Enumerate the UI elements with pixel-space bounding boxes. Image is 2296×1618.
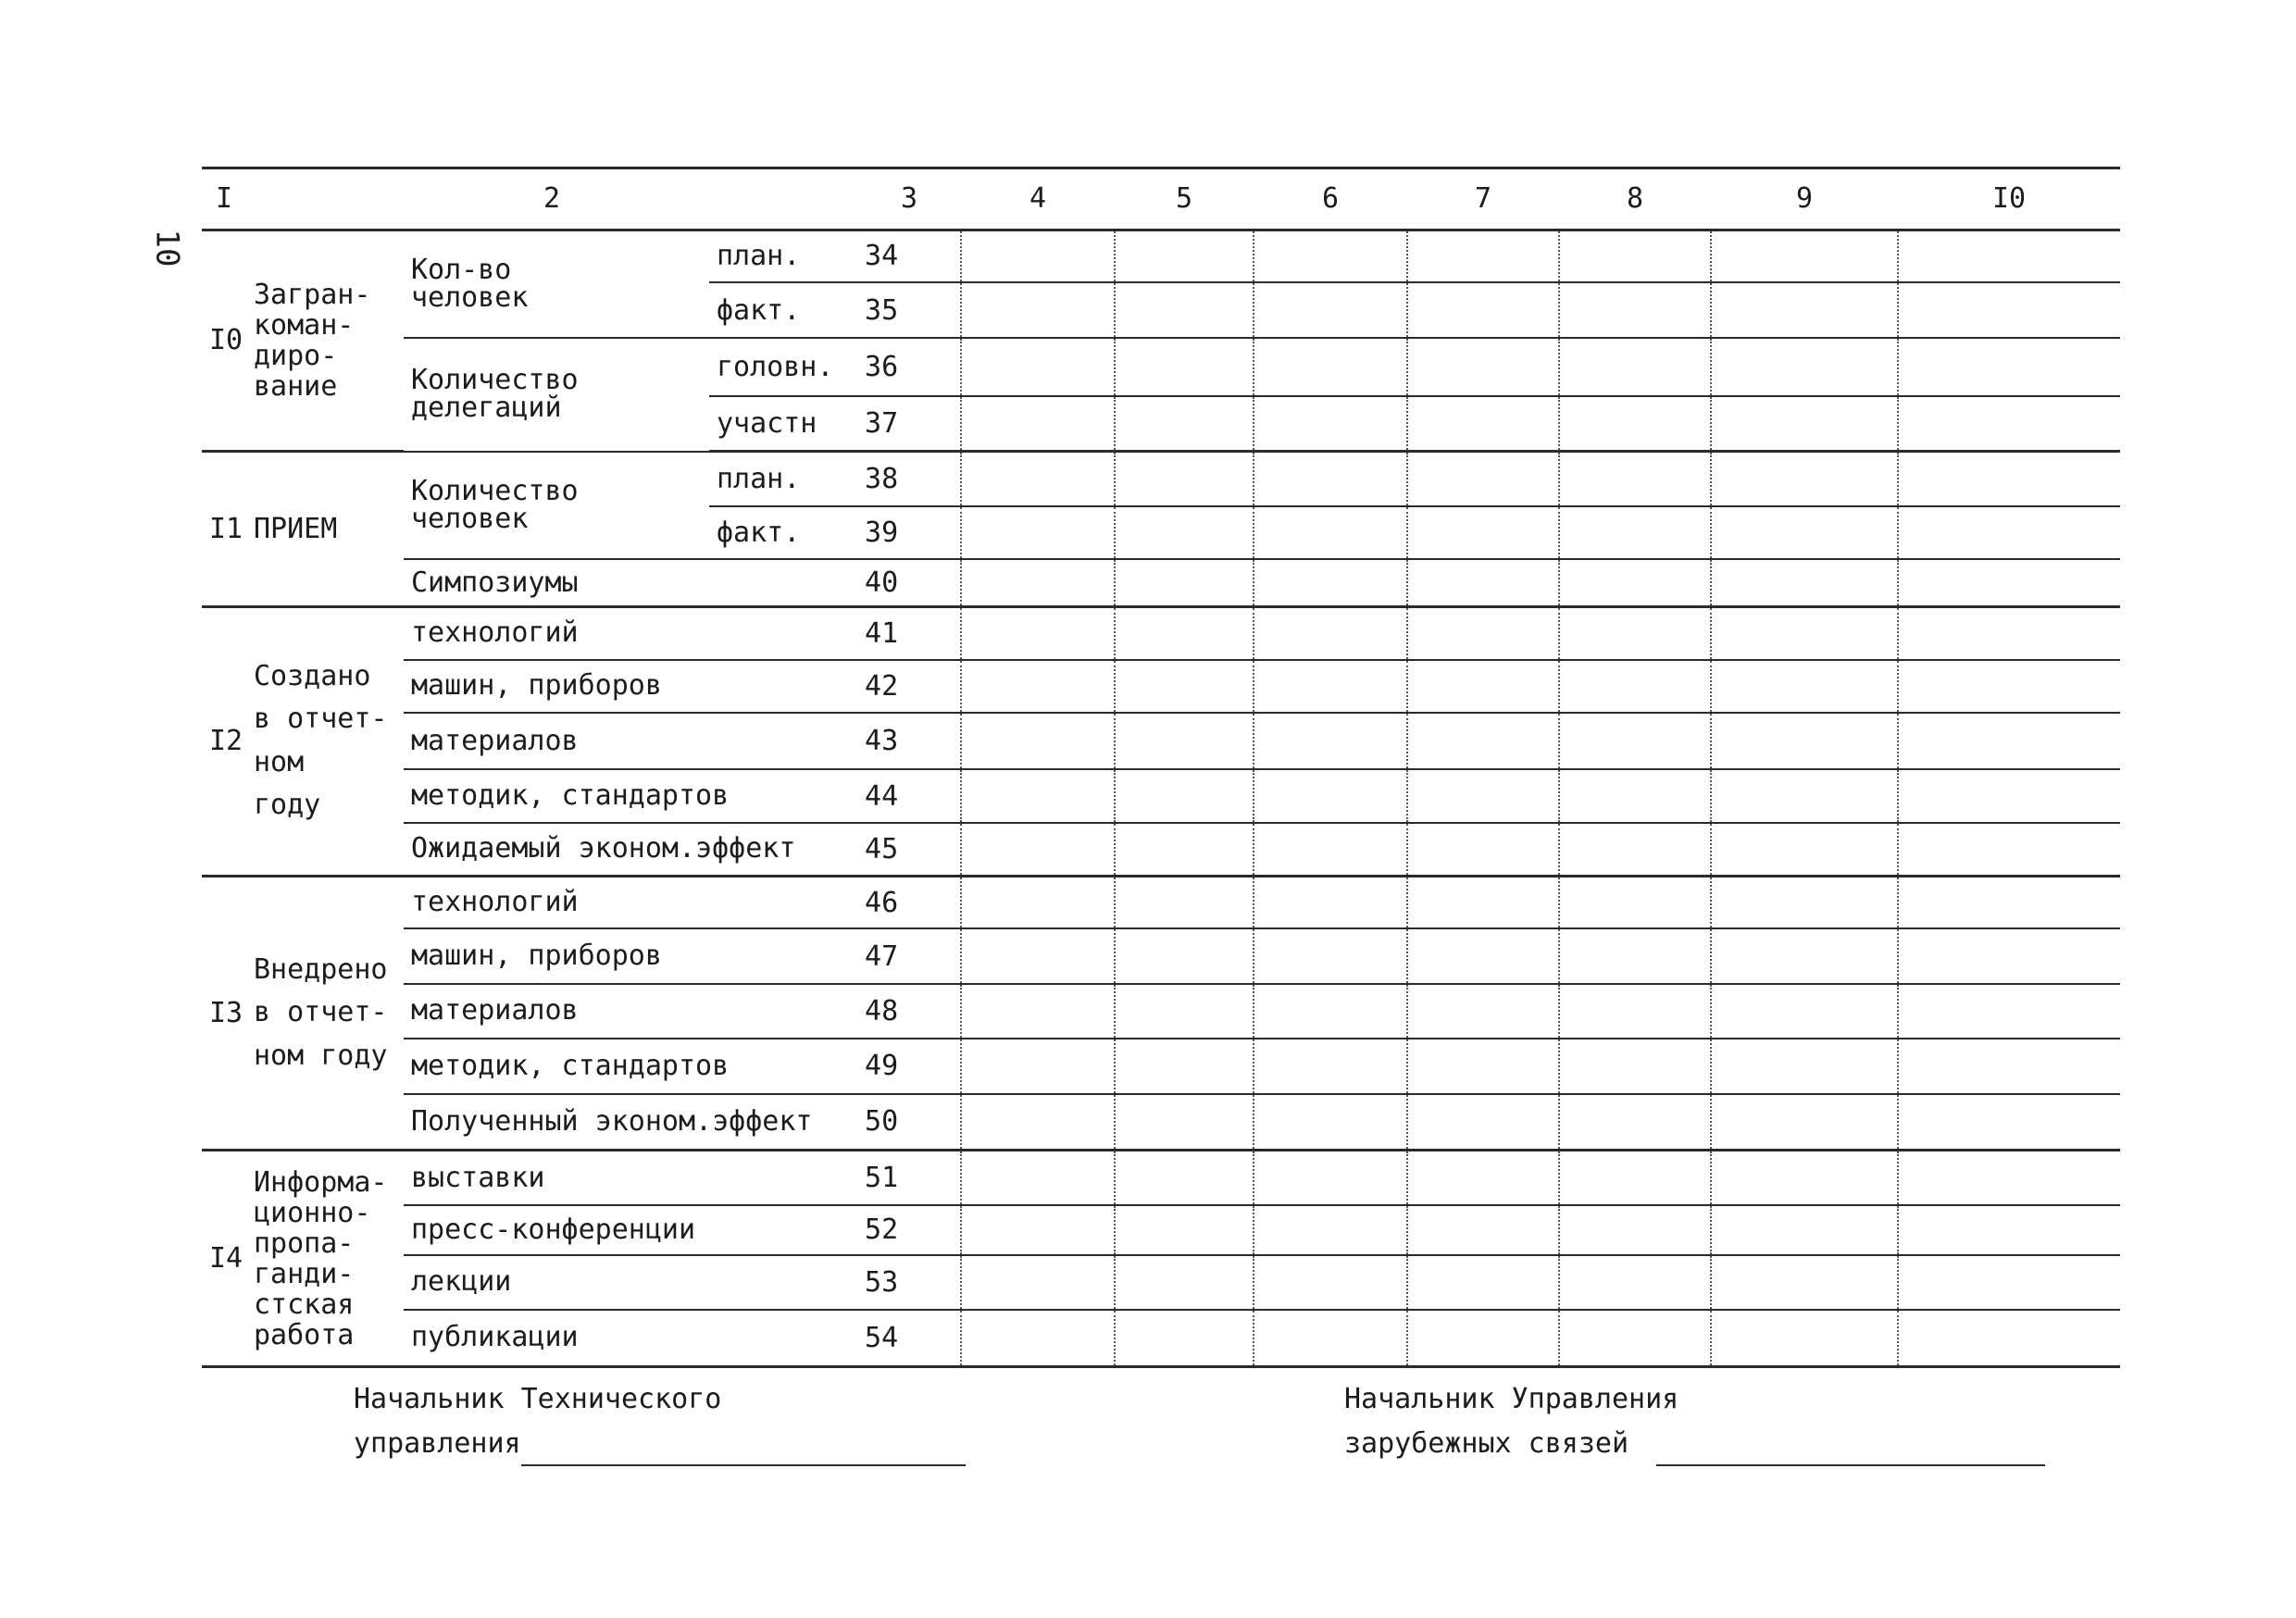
value-cell[interactable]: [1898, 1310, 2120, 1367]
value-cell[interactable]: [1559, 713, 1711, 769]
value-cell[interactable]: [1711, 1255, 1898, 1310]
value-cell[interactable]: [1898, 338, 2120, 396]
value-cell[interactable]: [961, 338, 1115, 396]
metric-label: Кол-во человек: [404, 230, 709, 338]
value-cell[interactable]: [1711, 230, 1898, 282]
section-title: Информа- ционно- пропа- ганди- стская работа: [246, 1151, 404, 1367]
signature-title: Начальник Управления: [1344, 1383, 1679, 1415]
line-code: 35: [857, 282, 961, 337]
value-cell[interactable]: [1711, 928, 1898, 983]
value-cell[interactable]: [1254, 769, 1407, 822]
value-cell[interactable]: [1115, 769, 1254, 822]
value-cell[interactable]: [1254, 928, 1407, 983]
value-cell[interactable]: [1559, 396, 1711, 451]
section-number: I2: [202, 606, 246, 876]
value-cell[interactable]: [1898, 230, 2120, 282]
table-row: [202, 452, 2120, 506]
section-title: Внедрено в отчет- ном году: [246, 876, 404, 1151]
value-cell[interactable]: [1254, 876, 1407, 928]
sub-label: план.: [709, 230, 857, 282]
table-row: [202, 984, 2120, 1039]
value-cell[interactable]: [1559, 1310, 1711, 1367]
value-cell[interactable]: [1254, 1094, 1407, 1151]
value-cell[interactable]: [1407, 396, 1559, 451]
column-header: 8: [1559, 168, 1711, 230]
value-cell[interactable]: [1407, 660, 1559, 713]
metric-label: Количество человек: [404, 452, 709, 560]
value-cell[interactable]: [1898, 1255, 2120, 1310]
line-code: 48: [857, 984, 961, 1039]
section-title: ПРИЕМ: [246, 452, 404, 607]
value-cell[interactable]: [1711, 823, 1898, 876]
value-cell[interactable]: [1898, 1205, 2120, 1254]
value-cell[interactable]: [1254, 282, 1407, 337]
value-cell[interactable]: [1559, 984, 1711, 1039]
value-cell[interactable]: [1254, 1205, 1407, 1254]
value-cell[interactable]: [1254, 559, 1407, 606]
signature-foreign-relations: [1344, 1377, 2045, 1466]
value-cell[interactable]: [1711, 338, 1898, 396]
table-row: [202, 1151, 2120, 1205]
value-cell[interactable]: [1559, 282, 1711, 337]
table-row: [202, 338, 2120, 396]
value-cell[interactable]: [1559, 823, 1711, 876]
value-cell[interactable]: [1898, 876, 2120, 928]
line-code: 38: [857, 452, 961, 506]
section-number: I1: [202, 452, 246, 607]
signature-line[interactable]: [1656, 1433, 2045, 1466]
value-cell[interactable]: [1898, 660, 2120, 713]
table-row: [202, 713, 2120, 769]
value-cell[interactable]: [1407, 1310, 1559, 1367]
table-row: [202, 1255, 2120, 1310]
value-cell[interactable]: [1115, 1310, 1254, 1367]
value-cell[interactable]: [1898, 282, 2120, 337]
value-cell[interactable]: [1254, 1151, 1407, 1205]
table-row: [202, 559, 2120, 606]
sub-label: план.: [709, 452, 857, 506]
line-code: 41: [857, 606, 961, 659]
value-cell[interactable]: [1254, 1039, 1407, 1093]
value-cell[interactable]: [1898, 1094, 2120, 1151]
value-cell[interactable]: [961, 823, 1115, 876]
sub-label: факт.: [709, 506, 857, 559]
metric-label: машин, приборов: [404, 928, 857, 983]
value-cell[interactable]: [1254, 396, 1407, 451]
table-row: [202, 1094, 2120, 1151]
value-cell[interactable]: [1559, 1094, 1711, 1151]
value-cell[interactable]: [1407, 1255, 1559, 1310]
metric-label: материалов: [404, 984, 857, 1039]
metric-label: технологий: [404, 606, 857, 659]
value-cell[interactable]: [1407, 823, 1559, 876]
value-cell[interactable]: [1407, 559, 1559, 606]
value-cell[interactable]: [1115, 338, 1254, 396]
value-cell[interactable]: [1115, 282, 1254, 337]
value-cell[interactable]: [1115, 506, 1254, 559]
value-cell[interactable]: [1115, 1094, 1254, 1151]
value-cell[interactable]: [1711, 1039, 1898, 1093]
line-code: 46: [857, 876, 961, 928]
value-cell[interactable]: [1407, 230, 1559, 282]
value-cell[interactable]: [961, 606, 1115, 659]
value-cell[interactable]: [1254, 660, 1407, 713]
value-cell[interactable]: [961, 559, 1115, 606]
line-code: 50: [857, 1094, 961, 1151]
page-number: 10: [148, 229, 186, 268]
value-cell[interactable]: [1254, 984, 1407, 1039]
value-cell[interactable]: [1559, 338, 1711, 396]
value-cell[interactable]: [1115, 396, 1254, 451]
metric-label: Ожидаемый эконом.эффект: [404, 823, 857, 876]
value-cell[interactable]: [1254, 506, 1407, 559]
value-cell[interactable]: [1115, 230, 1254, 282]
value-cell[interactable]: [1407, 1094, 1559, 1151]
metric-label: материалов: [404, 713, 857, 769]
table-row: [202, 876, 2120, 928]
column-header: 9: [1711, 168, 1898, 230]
line-code: 43: [857, 713, 961, 769]
metric-label: методик, стандартов: [404, 1039, 857, 1093]
value-cell[interactable]: [1559, 559, 1711, 606]
value-cell[interactable]: [1711, 396, 1898, 451]
value-cell[interactable]: [1898, 769, 2120, 822]
value-cell[interactable]: [1559, 769, 1711, 822]
value-cell[interactable]: [1559, 452, 1711, 506]
value-cell[interactable]: [961, 984, 1115, 1039]
column-header: 7: [1407, 168, 1559, 230]
column-header: 2: [246, 168, 857, 230]
value-cell[interactable]: [1559, 1255, 1711, 1310]
value-cell[interactable]: [1254, 230, 1407, 282]
table-row: [202, 1310, 2120, 1367]
value-cell[interactable]: [1407, 338, 1559, 396]
sub-label: участн: [709, 396, 857, 451]
column-header: I0: [1898, 168, 2120, 230]
value-cell[interactable]: [1407, 1151, 1559, 1205]
value-cell[interactable]: [1898, 1151, 2120, 1205]
value-cell[interactable]: [1115, 876, 1254, 928]
value-cell[interactable]: [1711, 876, 1898, 928]
value-cell[interactable]: [1898, 713, 2120, 769]
value-cell[interactable]: [1115, 984, 1254, 1039]
value-cell[interactable]: [1898, 823, 2120, 876]
metric-label: машин, приборов: [404, 660, 857, 713]
value-cell[interactable]: [1407, 984, 1559, 1039]
line-code: 40: [857, 559, 961, 606]
value-cell[interactable]: [1711, 713, 1898, 769]
column-header: 5: [1115, 168, 1254, 230]
metric-label: Симпозиумы: [404, 559, 857, 606]
value-cell[interactable]: [1711, 606, 1898, 659]
value-cell[interactable]: [961, 282, 1115, 337]
value-cell[interactable]: [1559, 1039, 1711, 1093]
value-cell[interactable]: [1711, 660, 1898, 713]
table-row: [202, 928, 2120, 983]
value-cell[interactable]: [1898, 452, 2120, 506]
value-cell[interactable]: [1711, 506, 1898, 559]
value-cell[interactable]: [1254, 1255, 1407, 1310]
value-cell[interactable]: [1254, 606, 1407, 659]
value-cell[interactable]: [961, 876, 1115, 928]
value-cell[interactable]: [961, 396, 1115, 451]
value-cell[interactable]: [1711, 452, 1898, 506]
value-cell[interactable]: [1115, 559, 1254, 606]
line-code: 49: [857, 1039, 961, 1093]
signature-technical: [354, 1377, 966, 1466]
metric-label: технологий: [404, 876, 857, 928]
metric-label: Количество делегаций: [404, 338, 709, 452]
value-cell[interactable]: [1711, 282, 1898, 337]
value-cell[interactable]: [961, 660, 1115, 713]
value-cell[interactable]: [1711, 1310, 1898, 1367]
table-row: [202, 769, 2120, 822]
value-cell[interactable]: [961, 230, 1115, 282]
value-cell[interactable]: [1254, 823, 1407, 876]
line-code: 45: [857, 823, 961, 876]
column-header: 4: [961, 168, 1115, 230]
value-cell[interactable]: [1898, 559, 2120, 606]
value-cell[interactable]: [1898, 606, 2120, 659]
value-cell[interactable]: [1254, 1310, 1407, 1367]
signature-title: управления: [354, 1427, 521, 1460]
signature-title: Начальник Технического: [354, 1383, 722, 1415]
line-code: 52: [857, 1205, 961, 1254]
line-code: 44: [857, 769, 961, 822]
table-row: [202, 1039, 2120, 1093]
value-cell[interactable]: [961, 769, 1115, 822]
value-cell[interactable]: [1559, 928, 1711, 983]
value-cell[interactable]: [1254, 338, 1407, 396]
value-cell[interactable]: [1407, 1039, 1559, 1093]
signature-title: зарубежных связей: [1344, 1427, 1629, 1460]
section-title: Создано в отчет- ном году: [246, 606, 404, 876]
value-cell[interactable]: [1898, 984, 2120, 1039]
table-body: [202, 168, 2120, 1367]
column-header-row: [202, 168, 2120, 230]
value-cell[interactable]: [1407, 876, 1559, 928]
value-cell[interactable]: [1407, 452, 1559, 506]
value-cell[interactable]: [1115, 1151, 1254, 1205]
value-cell[interactable]: [961, 1094, 1115, 1151]
line-code: 34: [857, 230, 961, 282]
value-cell[interactable]: [1559, 660, 1711, 713]
section-number: I0: [202, 230, 246, 452]
value-cell[interactable]: [961, 1151, 1115, 1205]
value-cell[interactable]: [1898, 506, 2120, 559]
table-row: [202, 606, 2120, 659]
value-cell[interactable]: [1115, 713, 1254, 769]
value-cell[interactable]: [1115, 823, 1254, 876]
value-cell[interactable]: [1115, 1255, 1254, 1310]
value-cell[interactable]: [961, 928, 1115, 983]
metric-label: публикации: [404, 1310, 857, 1367]
value-cell[interactable]: [1711, 1205, 1898, 1254]
value-cell[interactable]: [1254, 452, 1407, 506]
line-code: 47: [857, 928, 961, 983]
line-code: 42: [857, 660, 961, 713]
column-header: 3: [857, 168, 961, 230]
value-cell[interactable]: [1559, 1205, 1711, 1254]
column-header: 6: [1254, 168, 1407, 230]
table-row: [202, 230, 2120, 282]
line-code: 39: [857, 506, 961, 559]
value-cell[interactable]: [1711, 1094, 1898, 1151]
table-row: [202, 1205, 2120, 1254]
value-cell[interactable]: [961, 506, 1115, 559]
value-cell[interactable]: [1711, 559, 1898, 606]
value-cell[interactable]: [1711, 1151, 1898, 1205]
line-code: 51: [857, 1151, 961, 1205]
value-cell[interactable]: [1711, 769, 1898, 822]
metric-label: пресс-конференции: [404, 1205, 857, 1254]
value-cell[interactable]: [1115, 660, 1254, 713]
section-number: I3: [202, 876, 246, 1151]
value-cell[interactable]: [1559, 606, 1711, 659]
value-cell[interactable]: [1407, 928, 1559, 983]
value-cell[interactable]: [1115, 606, 1254, 659]
value-cell[interactable]: [1711, 984, 1898, 1039]
value-cell[interactable]: [1407, 606, 1559, 659]
value-cell[interactable]: [1898, 928, 2120, 983]
value-cell[interactable]: [1407, 506, 1559, 559]
value-cell[interactable]: [1407, 1205, 1559, 1254]
value-cell[interactable]: [1115, 1039, 1254, 1093]
value-cell[interactable]: [1407, 769, 1559, 822]
value-cell[interactable]: [1254, 713, 1407, 769]
table-row: [202, 823, 2120, 876]
value-cell[interactable]: [961, 1205, 1115, 1254]
value-cell[interactable]: [1407, 282, 1559, 337]
value-cell[interactable]: [1559, 1151, 1711, 1205]
metric-label: Полученный эконом.эффект: [404, 1094, 857, 1151]
value-cell[interactable]: [1559, 506, 1711, 559]
value-cell[interactable]: [961, 1039, 1115, 1093]
report-table: [202, 167, 2120, 1368]
signature-line[interactable]: [521, 1433, 966, 1466]
section-title: Загран- коман- диро- вание: [246, 230, 404, 452]
value-cell[interactable]: [1898, 1039, 2120, 1093]
value-cell[interactable]: [1115, 1205, 1254, 1254]
value-cell[interactable]: [1115, 452, 1254, 506]
line-code: 54: [857, 1310, 961, 1367]
value-cell[interactable]: [1559, 876, 1711, 928]
sub-label: головн.: [709, 338, 857, 396]
sub-label: факт.: [709, 282, 857, 337]
value-cell[interactable]: [961, 713, 1115, 769]
metric-label: методик, стандартов: [404, 769, 857, 822]
value-cell[interactable]: [961, 1255, 1115, 1310]
metric-label: лекции: [404, 1255, 857, 1310]
value-cell[interactable]: [961, 1310, 1115, 1367]
section-number: I4: [202, 1151, 246, 1367]
table-row: [202, 660, 2120, 713]
value-cell[interactable]: [961, 452, 1115, 506]
line-code: 36: [857, 338, 961, 396]
value-cell[interactable]: [1559, 230, 1711, 282]
column-header: I: [202, 168, 246, 230]
line-code: 53: [857, 1255, 961, 1310]
value-cell[interactable]: [1898, 396, 2120, 451]
value-cell[interactable]: [1115, 928, 1254, 983]
line-code: 37: [857, 396, 961, 451]
metric-label: выставки: [404, 1151, 857, 1205]
value-cell[interactable]: [1407, 713, 1559, 769]
